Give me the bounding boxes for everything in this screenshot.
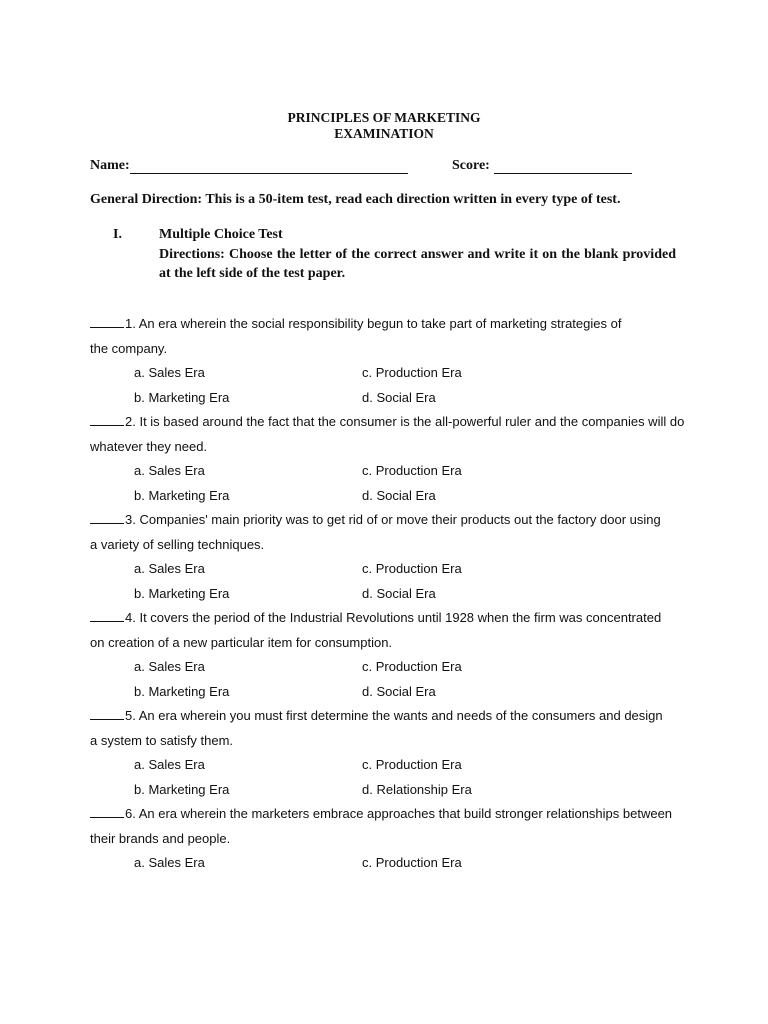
question-text: 2. It is based around the fact that the consumer is the all-powerful ruler and the companies will do [125, 414, 685, 429]
option-a: a. Sales Era [134, 463, 205, 478]
option-a: a. Sales Era [134, 659, 205, 674]
name-label: Name: [90, 158, 130, 173]
question-item [90, 312, 690, 410]
question-item [90, 704, 690, 802]
option-a: a. Sales Era [134, 561, 205, 576]
option-d: d. Social Era [362, 585, 436, 601]
option-c: c. Production Era [362, 463, 462, 478]
question-text-cont: the company. [90, 340, 168, 356]
option-c: c. Production Era [362, 659, 462, 674]
option-c: c. Production Era [362, 365, 462, 380]
name-field [90, 158, 408, 174]
question-item [90, 802, 690, 876]
option-a: a. Sales Era [134, 757, 205, 772]
question-text-cont: a system to satisfy them. [90, 732, 234, 748]
section-title: Multiple Choice Test [159, 227, 283, 242]
question-text: 6. An era wherein the marketers embrace approaches that build stronger relationships between [125, 806, 673, 821]
question-text-cont: on creation of a new particular item for consumption. [90, 634, 393, 650]
question-list [90, 312, 690, 876]
answer-blank[interactable] [90, 607, 124, 622]
option-d: d. Social Era [362, 487, 436, 503]
general-direction: General Direction: This is a 50-item test, read each direction written in every type of test. [90, 192, 621, 207]
question-text: 5. An era wherein you must first determine the wants and needs of the consumers and design [125, 708, 663, 723]
option-d: d. Relationship Era [362, 781, 472, 797]
option-a: a. Sales Era [134, 855, 205, 870]
name-blank[interactable] [130, 158, 408, 174]
option-d: d. Social Era [362, 389, 436, 405]
option-c: c. Production Era [362, 561, 462, 576]
section-directions: Directions: Choose the letter of the correct answer and write it on the blank provided at the left side of the test paper. [159, 247, 676, 281]
option-b: b. Marketing Era [134, 683, 230, 699]
score-blank[interactable] [494, 158, 632, 174]
question-item [90, 410, 690, 508]
option-d: d. Social Era [362, 683, 436, 699]
option-b: b. Marketing Era [134, 781, 230, 797]
option-c: c. Production Era [362, 757, 462, 772]
question-text: 1. An era wherein the social responsibility begun to take part of marketing strategies of [125, 316, 622, 331]
option-b: b. Marketing Era [134, 487, 230, 503]
question-text-cont: their brands and people. [90, 830, 231, 846]
question-text-cont: a variety of selling techniques. [90, 536, 265, 552]
question-text: 4. It covers the period of the Industrial Revolutions until 1928 when the firm was concentrated [125, 610, 662, 625]
section-number: I. [113, 227, 122, 242]
option-a: a. Sales Era [134, 365, 205, 380]
answer-blank[interactable] [90, 509, 124, 524]
score-field [452, 158, 632, 174]
option-c: c. Production Era [362, 855, 462, 870]
question-item [90, 606, 690, 704]
answer-blank[interactable] [90, 313, 124, 328]
option-b: b. Marketing Era [134, 585, 230, 601]
question-text: 3. Companies' main priority was to get rid of or move their products out the factory door using [125, 512, 661, 527]
answer-blank[interactable] [90, 705, 124, 720]
score-label: Score: [452, 158, 490, 173]
question-item [90, 508, 690, 606]
answer-blank[interactable] [90, 803, 124, 818]
exam-title: PRINCIPLES OF MARKETING [287, 110, 481, 125]
question-text-cont: whatever they need. [90, 438, 208, 454]
answer-blank[interactable] [90, 411, 124, 426]
option-b: b. Marketing Era [134, 389, 230, 405]
exam-subtitle: EXAMINATION [334, 126, 434, 141]
